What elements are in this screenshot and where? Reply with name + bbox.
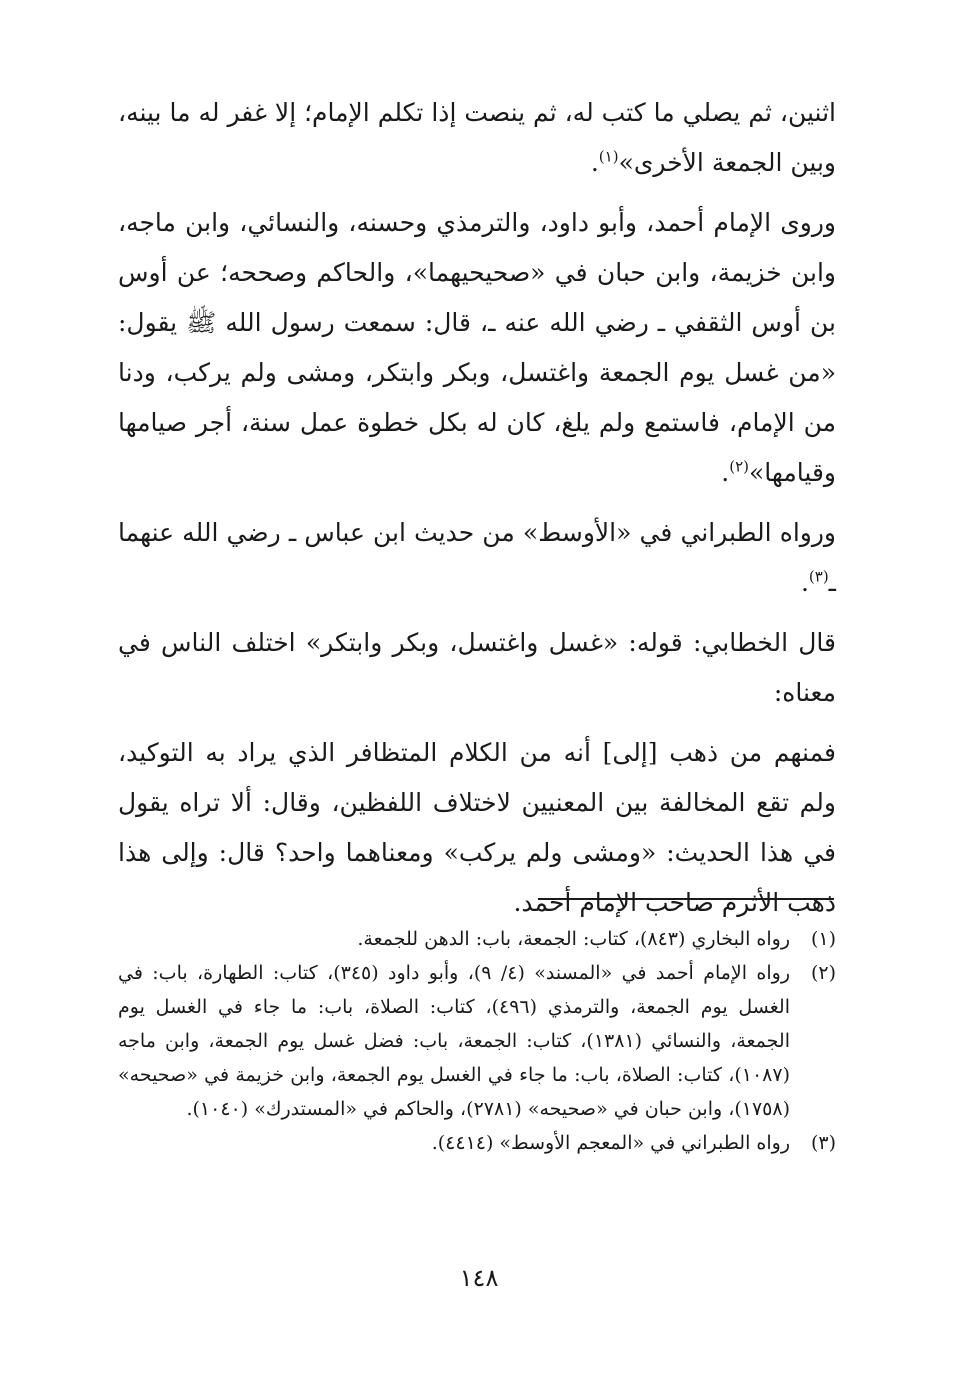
footnotes (118, 922, 836, 1160)
footnote-2 (118, 956, 836, 1126)
paragraph-4 (118, 618, 836, 718)
paragraph-3 (118, 508, 836, 608)
footnote-number: (٢) (810, 962, 836, 984)
paragraph-text: اثنين، ثم يصلي ما كتب له، ثم ينصت إذا تكلم الإمام؛ إلا غفر له ما بينه، وبين الجمعة الأخرى» (118, 98, 836, 177)
paragraph-2 (118, 198, 836, 498)
footnote-ref: (٣) (808, 567, 829, 586)
footnote-number: (١) (810, 928, 836, 950)
paragraph-tail: . (800, 568, 809, 597)
footnote-3 (118, 1126, 836, 1160)
footnote-text: رواه البخاري (٨٤٣)، كتاب: الجمعة، باب: الدهن للجمعة. (357, 928, 790, 950)
footnote-1 (118, 922, 836, 956)
paragraph-tail: . (590, 148, 599, 177)
footnote-text: رواه الإمام أحمد في «المسند» (٤/ ٩)، وأبو داود (٣٤٥)، كتاب: الطهارة، باب: في الغسل يوم الجمعة، والترمذي (٤٩٦)، كتاب: الصلاة، باب: ما جاء في الغسل يوم الجمعة، والنسائي (١٣٨١)، كتاب: الجمعة، باب: فضل غسل يوم الجمعة، وابن ماجه (١٠٨٧)، كتاب: الصلاة، باب: ما جاء في الغسل يوم الجمعة، وابن خزيمة في «صحيحه» (١٧٥٨)، وابن حبان في «صحيحه» (٢٧٨١)، والحاكم في «المستدرك» (١٠٤٠). (118, 962, 791, 1120)
paragraph-text: قال الخطابي: قوله: «غسل واغتسل، وبكر وابتكر» اختلف الناس في معناه: (118, 628, 836, 707)
paragraph-1 (118, 88, 836, 188)
footnote-ref: (٢) (729, 457, 749, 476)
paragraph-text: فمنهم من ذهب [إلى] أنه من الكلام المتظافر الذي يراد به التوكيد، ولم تقع المخالفة بين المعنيين لاختلاف اللفظين، وقال: ألا تراه يقول في هذا الحديث: «ومشى ولم يركب» ومعناهما واحد؟ قال: وإلى هذا ذهب الأثرم صاحب الإمام أحمد. (118, 738, 836, 917)
paragraph-tail: . (721, 458, 730, 487)
paragraph-text: وروى الإمام أحمد، وأبو داود، والترمذي وحسنه، والنسائي، وابن ماجه، وابن خزيمة، وابن حبان في «صحيحيهما»، والحاكم وصححه؛ عن أوس بن أوس الثقفي ـ رضي الله عنه ـ، قال: سمعت رسول الله ﷺ يقول: «من غسل يوم الجمعة واغتسل، وبكر وابتكر، ومشى ولم يركب، ودنا من الإمام، فاستمع ولم يلغ، كان له بكل خطوة عمل سنة، أجر صيامها وقيامها» (118, 208, 836, 487)
footnote-text: رواه الطبراني في «المعجم الأوسط» (٤٤١٤). (431, 1132, 790, 1154)
page-number: ١٤٨ (459, 1264, 499, 1292)
main-text (118, 88, 836, 938)
paragraph-text: ورواه الطبراني في «الأوسط» من حديث ابن عباس ـ رضي الله عنهما ـ (118, 518, 836, 597)
footnote-divider (538, 898, 834, 900)
footnote-number: (٣) (810, 1132, 836, 1154)
footnote-ref: (١) (598, 147, 619, 166)
